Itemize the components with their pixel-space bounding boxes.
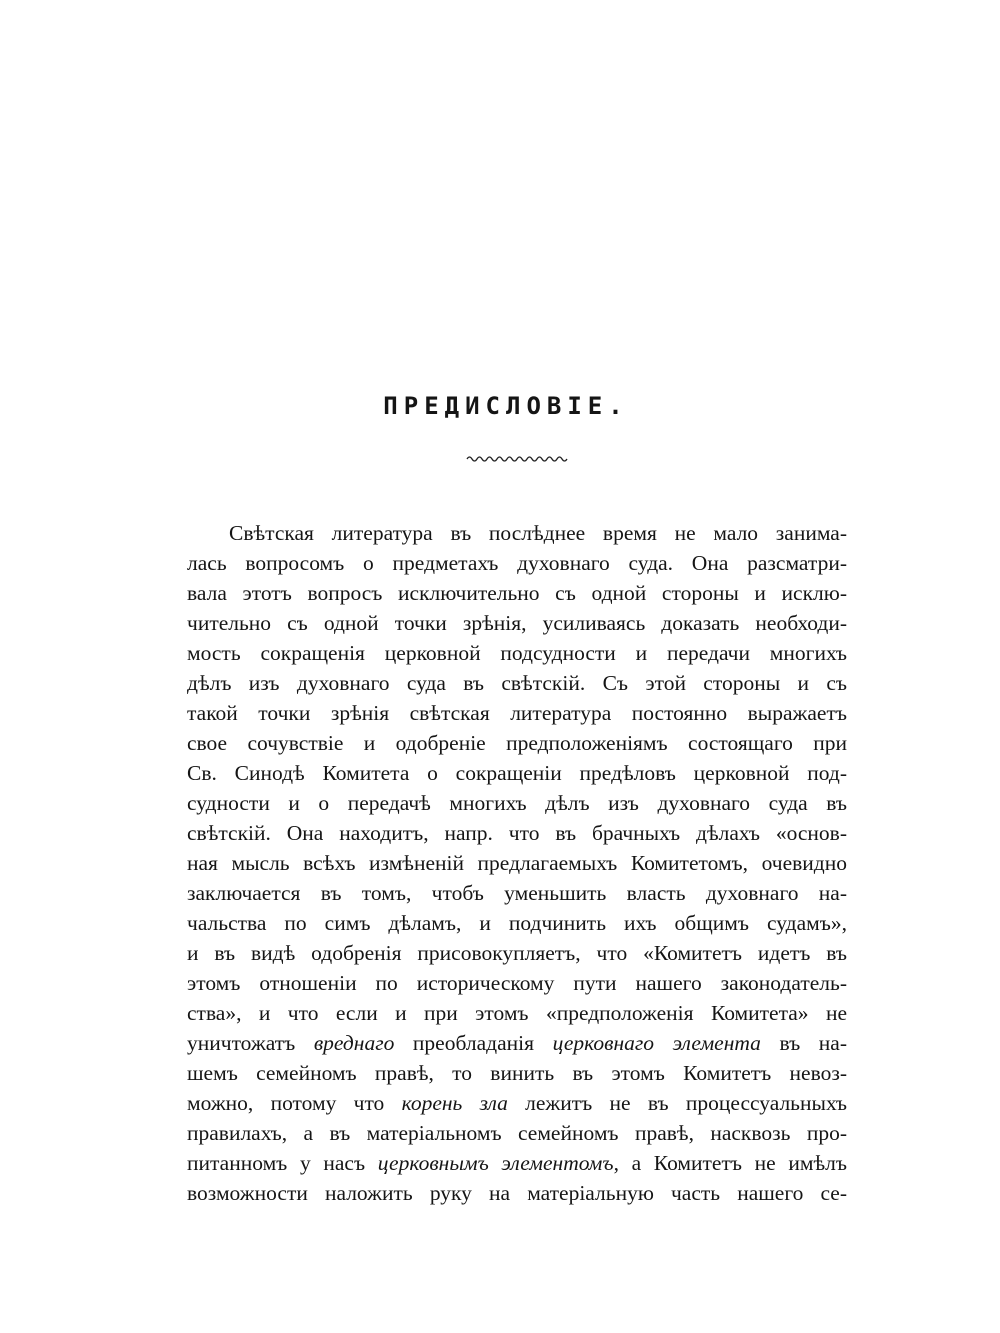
text-line — [187, 818, 847, 848]
text-line — [187, 938, 847, 968]
text-segment: ная мысль всѣхъ измѣненій предлагаемыхъ Комитетомъ, очевидно — [187, 851, 847, 875]
text-segment: судности и о передачѣ многихъ дѣлъ изъ духовнаго суда въ — [187, 791, 847, 815]
text-line — [187, 638, 847, 668]
text-line — [187, 848, 847, 878]
text-segment: Свѣтская литература въ послѣднее время не мало занима- — [229, 521, 847, 545]
text-segment: заключается въ томъ, чтобъ уменьшить власть духовнаго на- — [187, 881, 847, 905]
text-segment: лежитъ не въ процессуальныхъ — [507, 1091, 847, 1115]
italic-text-segment: церковнаго элемента — [552, 1031, 761, 1055]
text-line — [187, 998, 847, 1028]
text-segment: лась вопросомъ о предметахъ духовнаго суда. Она разсматри- — [187, 551, 847, 575]
text-segment: можно, потому что — [187, 1091, 402, 1115]
text-segment: , а Комитетъ не имѣлъ — [613, 1151, 847, 1175]
italic-text-segment: вреднаго — [313, 1031, 395, 1055]
text-line — [187, 698, 847, 728]
text-segment: и въ видѣ одобренія присовокупляетъ, что «Комитетъ идетъ въ — [187, 941, 847, 965]
text-line — [187, 548, 847, 578]
text-line — [187, 578, 847, 608]
text-segment: чительно съ одной точки зрѣнія, усиливаясь доказать необходи- — [187, 611, 847, 635]
text-segment: Св. Синодѣ Комитета о сокращеніи предѣловъ церковной под- — [187, 761, 847, 785]
text-line — [187, 668, 847, 698]
text-line — [187, 788, 847, 818]
wavy-rule-ornament — [466, 452, 568, 466]
text-segment: шемъ семейномъ правѣ, то винить въ этомъ Комитетъ невоз- — [187, 1061, 847, 1085]
text-line — [187, 1178, 847, 1208]
text-segment: преобладанія — [394, 1031, 553, 1055]
text-segment: свѣтскій. Она находитъ, напр. что въ брачныхъ дѣлахъ «основ- — [187, 821, 847, 845]
preface-paragraph — [187, 518, 847, 1208]
italic-text-segment: корень зла — [401, 1091, 508, 1115]
text-segment: свое сочувствіе и одобреніе предположеніямъ состоящаго при — [187, 731, 847, 755]
text-line — [187, 1028, 847, 1058]
text-line — [187, 518, 847, 548]
page-title: ПРЕДИСЛОВІЕ. — [383, 392, 629, 420]
text-segment: уничтожатъ — [187, 1031, 314, 1055]
text-line — [187, 1148, 847, 1178]
text-line — [187, 968, 847, 998]
text-segment: такой точки зрѣнія свѣтская литература постоянно выражаетъ — [187, 701, 847, 725]
text-segment: питанномъ у насъ — [187, 1151, 378, 1175]
text-segment: дѣлъ изъ духовнаго суда въ свѣтскій. Съ этой стороны и съ — [187, 671, 847, 695]
text-segment: этомъ отношеніи по историческому пути нашего законодатель- — [187, 971, 847, 995]
text-line — [187, 878, 847, 908]
text-line — [187, 1058, 847, 1088]
text-line — [187, 728, 847, 758]
text-line — [187, 1118, 847, 1148]
text-segment: вала этотъ вопросъ исключительно съ одной стороны и исклю- — [187, 581, 847, 605]
text-segment: въ на- — [760, 1031, 847, 1055]
text-segment: правилахъ, а въ матеріальномъ семейномъ правѣ, насквозь про- — [187, 1121, 847, 1145]
text-segment: возможности наложить руку на матеріальную часть нашего се- — [187, 1181, 847, 1205]
text-line — [187, 1088, 847, 1118]
text-line — [187, 908, 847, 938]
italic-text-segment: церковнымъ элементомъ — [377, 1151, 614, 1175]
text-segment: ства», и что если и при этомъ «предположенія Комитета» не — [187, 1001, 847, 1025]
text-segment: мость сокращенія церковной подсудности и передачи многихъ — [187, 641, 847, 665]
text-line — [187, 608, 847, 638]
text-line — [187, 758, 847, 788]
text-segment: чальства по симъ дѣламъ, и подчинить ихъ общимъ судамъ», — [187, 911, 847, 935]
